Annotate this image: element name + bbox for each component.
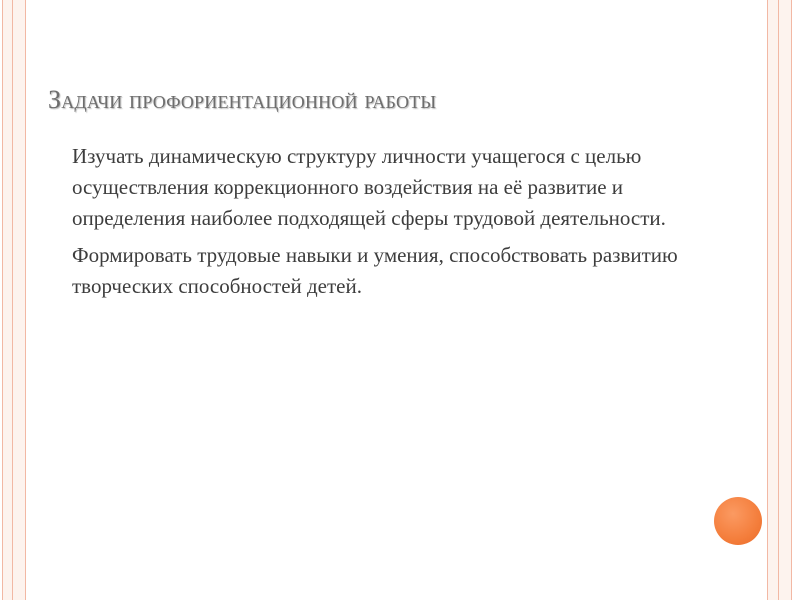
bullet-text: Формировать трудовые навыки и умения, способствовать развитию творческих способностей детей. xyxy=(72,243,678,298)
left-decorative-stripe xyxy=(2,0,26,600)
bullet-list xyxy=(44,141,694,308)
left-stripe-inner-line xyxy=(12,0,13,600)
bullet-text: Изучать динамическую структуру личности учащегося с целью осуществления коррекционного воздействия на её развитие и определения наиболее подходящей сферы трудовой деятельности. xyxy=(72,144,666,230)
orange-circle-decoration xyxy=(714,497,762,545)
bullet-item xyxy=(44,240,694,302)
slide-title: Задачи профориентационной работы xyxy=(48,85,437,114)
bullet-item xyxy=(44,141,694,234)
right-stripe-inner-line xyxy=(778,0,779,600)
right-decorative-stripe xyxy=(767,0,792,600)
